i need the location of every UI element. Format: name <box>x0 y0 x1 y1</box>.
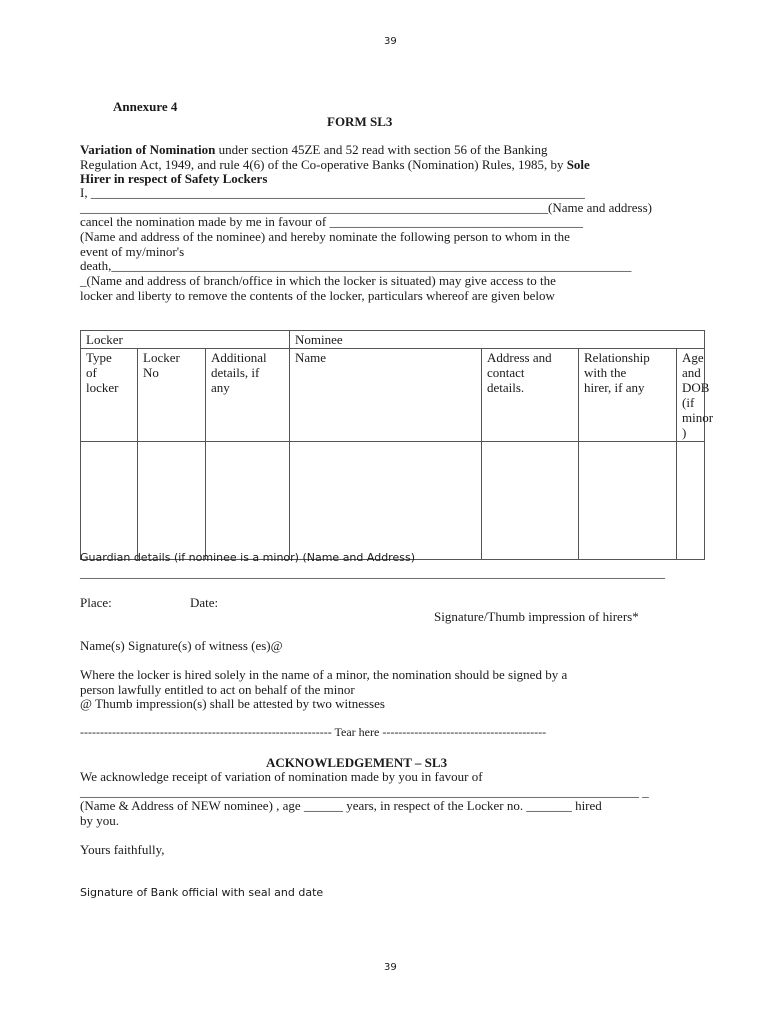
body-line: cancel the nomination made by me in favour of _______________________________________ <box>80 214 583 229</box>
witness-label: Name(s) Signature(s) of witness (es)@ <box>80 638 283 653</box>
header-line: No <box>143 365 159 380</box>
cell-type-of-locker[interactable] <box>81 442 138 560</box>
col-header-name <box>290 349 482 442</box>
page-number-bottom: 39 <box>384 962 397 973</box>
body-line: locker and liberty to remove the contents of the locker, particulars whereof are given below <box>80 288 555 303</box>
header-line: Name <box>295 350 327 365</box>
page-number-top: 39 <box>384 36 397 47</box>
form-title: FORM SL3 <box>327 114 393 129</box>
header-line: DOB <box>682 380 710 395</box>
intro-line-1 <box>80 142 547 158</box>
note-line: Where the locker is hired solely in the name of a minor, the nomination should be signed by a <box>80 667 568 682</box>
group-nominee-header: Nominee <box>290 331 705 349</box>
note-line: @ Thumb impression(s) shall be attested by two witnesses <box>80 696 385 711</box>
header-line: details. <box>487 380 525 395</box>
locker-nominee-table <box>80 330 714 560</box>
body-line: ________________________________________________________________________(Name and address) <box>80 200 652 215</box>
body-line: death,________________________________________________________________________________ <box>80 258 632 273</box>
cell-address[interactable] <box>482 442 579 560</box>
cell-age-dob[interactable] <box>677 442 705 560</box>
cell-nominee-name[interactable] <box>290 442 482 560</box>
intro-line-3: Hirer in respect of Safety Lockers <box>80 171 268 186</box>
header-line: locker <box>86 380 119 395</box>
intro-line2-bold: Sole <box>566 157 590 172</box>
cell-locker-no[interactable] <box>138 442 206 560</box>
ack-line: We acknowledge receipt of variation of nomination made by you in favour of <box>80 769 483 784</box>
tear-here-line: --------------------------------------------------------------- Tear here ----------------------------------------- <box>80 725 547 739</box>
place-label: Place: <box>80 595 112 610</box>
header-line: of <box>86 365 97 380</box>
header-line: Additional <box>211 350 267 365</box>
col-header-type-of-locker <box>81 349 138 442</box>
header-line: any <box>211 380 230 395</box>
guardian-label: Guardian details (if nominee is a minor) (Name and Address) <box>80 551 415 564</box>
header-line: hirer, if any <box>584 380 645 395</box>
ack-line: ______________________________________________________________________________________ _ <box>80 784 649 799</box>
cell-relationship[interactable] <box>579 442 677 560</box>
table-group-header-row <box>81 331 705 349</box>
body-line: event of my/minor's <box>80 244 185 259</box>
header-line: Address and <box>487 350 552 365</box>
note-line: person lawfully entitled to act on behalf of the minor <box>80 682 355 697</box>
intro-line1-rest: under section 45ZE and 52 read with section 56 of the Banking <box>215 142 548 157</box>
header-line: and <box>682 365 701 380</box>
header-line: details, if <box>211 365 260 380</box>
annexure-label: Annexure 4 <box>113 99 178 114</box>
col-header-address <box>482 349 579 442</box>
acknowledgement-title: ACKNOWLEDGEMENT – SL3 <box>266 755 448 770</box>
date-label: Date: <box>190 595 219 610</box>
col-header-locker-no <box>138 349 206 442</box>
col-header-additional-details <box>206 349 290 442</box>
group-locker-header: Locker <box>81 331 290 349</box>
header-line: Locker <box>143 350 180 365</box>
header-line: contact <box>487 365 525 380</box>
body-line: _(Name and address of branch/office in which the locker is situated) may give access to the <box>80 273 556 288</box>
table-column-header-row <box>81 349 705 442</box>
header-line: minor <box>682 410 714 425</box>
ack-line: (Name & Address of NEW nominee) , age ______ years, in respect of the Locker no. _______ hired <box>80 798 602 813</box>
signature-hirers-label: Signature/Thumb impression of hirers* <box>434 609 639 624</box>
header-line: Age <box>682 350 704 365</box>
col-header-age-dob <box>677 349 714 442</box>
header-line: ) <box>682 425 687 440</box>
header-line: Relationship <box>584 350 650 365</box>
body-line: I, ____________________________________________________________________________ <box>80 185 585 200</box>
header-line: (if <box>682 395 695 410</box>
bank-signature-label: Signature of Bank official with seal and date <box>80 886 324 899</box>
guardian-line[interactable]: __________________________________________________________________________________________ <box>80 565 665 580</box>
header-line: Type <box>86 350 112 365</box>
body-line: (Name and address of the nominee) and hereby nominate the following person to whom in the <box>80 229 570 244</box>
yours-faithfully: Yours faithfully, <box>80 842 165 857</box>
cell-additional-details[interactable] <box>206 442 290 560</box>
ack-line: by you. <box>80 813 119 828</box>
intro-bold-lead: Variation of Nomination <box>80 142 216 157</box>
table-row <box>81 442 705 560</box>
col-header-relationship <box>579 349 677 442</box>
header-line: with the <box>584 365 627 380</box>
intro-line2-normal: Regulation Act, 1949, and rule 4(6) of the Co-operative Banks (Nomination) Rules, 1985, by <box>80 157 567 172</box>
